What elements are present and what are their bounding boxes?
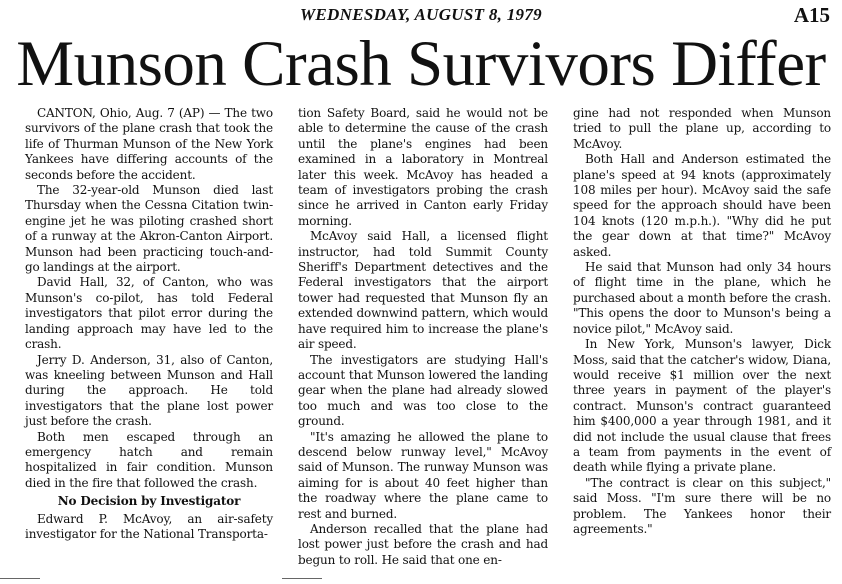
article-column-2 — [298, 106, 548, 568]
article-column-1 — [25, 106, 273, 542]
headline: Munson Crash Survivors Differ — [16, 28, 826, 100]
paragraph: Both men escaped through an emergency hatch and remain hospitalized in fair condition. Munson died in the fire that followed the crash. — [25, 429, 273, 490]
paragraph: The investigators are studying Hall's account that Munson lowered the landing gear when the plane had already slowed too much and was too close to the ground. — [298, 352, 548, 429]
bottom-rule-center — [282, 578, 322, 579]
page-number: A15 — [793, 3, 830, 27]
subheading: No Decision by Investigator — [57, 494, 241, 509]
paragraph: gine had not responded when Munson tried to pull the plane up, according to McAvoy. — [573, 106, 831, 151]
bottom-rule-left — [0, 578, 40, 579]
paragraph: David Hall, 32, of Canton, who was Munson's co-pilot, has told Federal investigators that pilot error during the landing approach may have led to the crash. — [25, 275, 273, 352]
paragraph: He said that Munson had only 34 hours of flight time in the plane, which he purchased about a month before the crash. "This opens the door to Munson's being a novice pilot," McAvoy said. — [573, 260, 831, 336]
paragraph: McAvoy said Hall, a licensed flight instructor, had told Summit County Sheriff's Department detectives and the Federal investigators that the airport tower had requested that Munson fly an extended downwind pattern, which would have required him to increase the plane's air speed. — [298, 229, 548, 352]
article-column-3 — [573, 106, 831, 537]
paragraph: Edward P. McAvoy, an air-safety investigator for the National Transporta- — [25, 511, 273, 541]
dateline: WEDNESDAY, AUGUST 8, 1979 — [300, 5, 542, 24]
paragraph: Anderson recalled that the plane had lost power just before the crash and had begun to roll. He said that one en- — [298, 521, 548, 567]
paragraph: Jerry D. Anderson, 31, also of Canton, was kneeling between Munson and Hall during the approach. He told investigators that the plane lost power just before the crash. — [25, 352, 273, 429]
paragraph: In New York, Munson's lawyer, Dick Moss, said that the catcher's widow, Diana, would receive $1 million over the next three years in payment of the player's contract. Munson's contract guaranteed him $400,000 a year through 1981, and it did not include the usual clause that frees a team from payments in the event of death while flying a private plane. — [573, 337, 831, 475]
paragraph: "It's amazing he allowed the plane to descend below runway level," McAvoy said of Munson. The runway Munson was aiming for is about 40 feet higher than the roadway where the plane came to rest and burned. — [298, 429, 548, 521]
paragraph: Both Hall and Anderson estimated the plane's speed at 94 knots (approximately 108 miles per hour). McAvoy said the safe speed for the approach should have been 104 knots (120 m.p.h.). "Why did he put the gear down at that time?" McAvoy asked. — [573, 152, 831, 259]
paragraph: The 32-year-old Munson died last Thursday when the Cessna Citation twin-engine jet he was piloting crashed short of a runway at the Akron-Canton Airport. Munson had been practicing touch-and-go landings at the airport. — [25, 183, 273, 275]
paragraph: "The contract is clear on this subject," said Moss. "I'm sure there will be no problem. The Yankees honor their agreements." — [573, 475, 831, 536]
paragraph: tion Safety Board, said he would not be able to determine the cause of the crash until the plane's engines had been examined in a laboratory in Montreal later this week. McAvoy has headed a team of investigators probing the crash since he arrived in Canton early Friday morning. — [298, 106, 548, 228]
paragraph: CANTON, Ohio, Aug. 7 (AP) — The two survivors of the plane crash that took the life of Thurman Munson of the New York Yankees have differing accounts of the seconds before the accident. — [25, 106, 273, 182]
